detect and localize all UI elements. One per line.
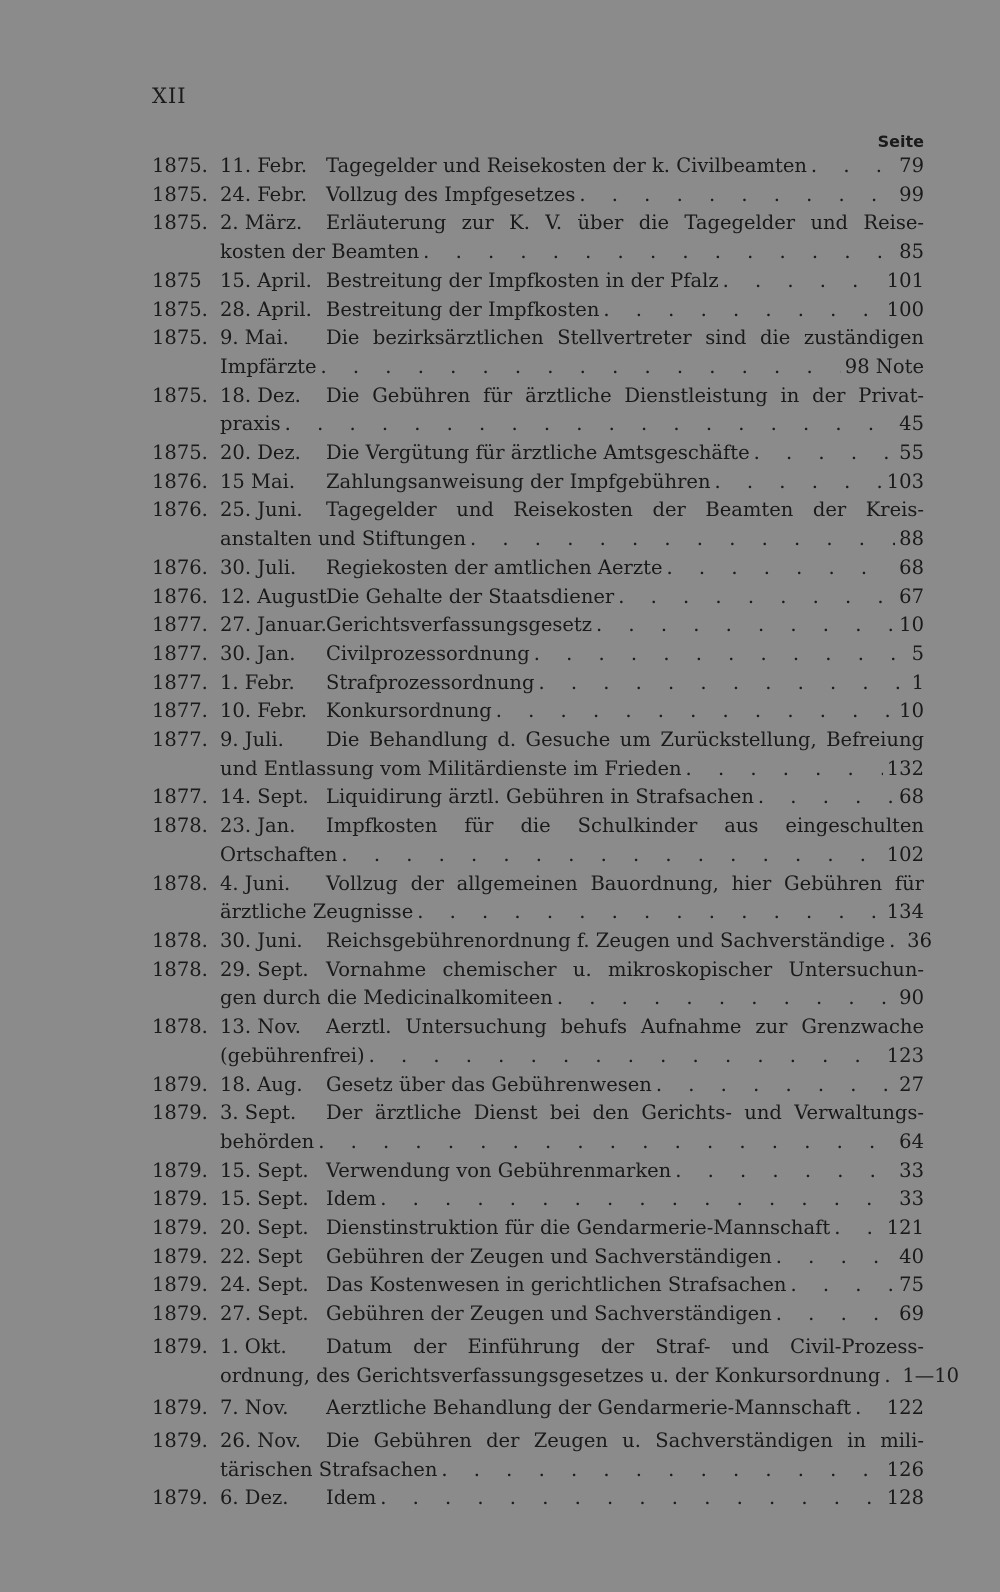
entry-date: 12. August. (220, 584, 333, 608)
dot-leader (880, 1362, 898, 1391)
dot-leader (719, 267, 883, 296)
dot-leader (413, 898, 883, 927)
entry-year: 1877. (152, 641, 208, 665)
entry-year: 1879. (152, 1187, 208, 1211)
entry-year: 1879. (152, 1158, 208, 1182)
entry-date: 23. Jan. (220, 814, 296, 838)
entry-date: 7. Nov. (220, 1396, 289, 1420)
entry-year: 1876. (152, 584, 208, 608)
dot-leader (592, 611, 895, 640)
entry-year: 1877. (152, 613, 208, 637)
entry-title-line: Die Behandlung d. Gesuche um Zurückstellung, Befreiung (326, 728, 924, 752)
entry-title-line: Tagegelder und Reisekosten der Beamten der Kreis- (326, 498, 924, 522)
entry-date: 6. Dez. (220, 1486, 289, 1510)
entry-title-line: Vollzug des Impfgesetzes (326, 182, 576, 206)
index-entry (152, 1427, 924, 1484)
entry-page-number: 1—10 (902, 1363, 960, 1387)
entry-year: 1877. (152, 785, 208, 809)
entry-page-number: 68 (899, 785, 924, 809)
entry-date: 27. Sept. (220, 1302, 309, 1326)
entry-year: 1878. (152, 957, 208, 981)
entry-title-line: ärztliche Zeugnisse (220, 900, 414, 924)
dot-leader (671, 1157, 895, 1186)
index-entry (152, 611, 924, 640)
entry-title-line: behörden (220, 1129, 315, 1153)
dot-leader (281, 410, 896, 439)
index-entry (152, 1013, 924, 1070)
entry-page-number: 45 (899, 412, 924, 436)
entry-title-line: Strafprozessordnung (326, 670, 535, 694)
index-entry (152, 726, 924, 783)
entry-year: 1879. (152, 1216, 208, 1240)
entry-year: 1877. (152, 728, 208, 752)
dot-leader (652, 1071, 895, 1100)
entry-date: 24. Sept. (220, 1273, 309, 1297)
entry-year: 1878. (152, 814, 208, 838)
entry-year: 1875. (152, 182, 208, 206)
entry-page-number: 85 (899, 240, 924, 264)
entry-date: 15. Sept. (220, 1158, 309, 1182)
dot-leader (711, 468, 883, 497)
entry-date: 15 Mai. (220, 469, 296, 493)
entry-title-line: Aerztliche Behandlung der Gendarmerie-Mannschaft (326, 1396, 852, 1420)
entry-title-line: Gebühren der Zeugen und Sachverständigen (326, 1244, 772, 1268)
entry-page-number: 79 (899, 154, 924, 177)
entry-year: 1877. (152, 699, 208, 723)
entry-title-line: Impfkosten für die Schulkinder aus eingeschulten (326, 814, 924, 838)
entry-page-number: 55 (899, 441, 924, 465)
index-entries (152, 152, 960, 1513)
entry-page-number: 40 (899, 1244, 924, 1268)
dot-leader (419, 238, 895, 267)
entry-year: 1879. (152, 1486, 208, 1510)
entry-page-number: 128 (886, 1486, 924, 1510)
dot-leader (337, 841, 882, 870)
dot-leader (376, 1185, 895, 1214)
entry-page-number: 33 (899, 1187, 924, 1211)
entry-date: 15. Sept. (220, 1187, 309, 1211)
entry-date: 30. Juni. (220, 928, 303, 952)
dot-leader (772, 1300, 895, 1329)
dot-leader (851, 1394, 883, 1423)
entry-page-number: 90 (899, 986, 924, 1010)
entry-title-line: Aerztl. Untersuchung behufs Aufnahme zur Grenzwache (326, 1015, 924, 1039)
entry-title-line: Vornahme chemischer u. mikroskopischer Untersuchun- (326, 957, 924, 981)
entry-date: 4. Juni. (220, 871, 291, 895)
index-entry (152, 1300, 924, 1329)
entry-title-line: praxis (220, 412, 281, 436)
entry-title-line: und Entlassung vom Militärdienste im Frieden (220, 756, 682, 780)
entry-year: 1876. (152, 555, 208, 579)
entry-page-number: 99 (899, 182, 924, 206)
entry-page-number: 1 (911, 670, 924, 694)
entry-year: 1879. (152, 1273, 208, 1297)
entry-page-number: 27 (899, 1072, 924, 1096)
entry-date: 26. Nov. (220, 1428, 301, 1452)
entry-page-number: 100 (886, 297, 924, 321)
entry-title-line: Verwendung von Gebührenmarken (326, 1158, 672, 1182)
entry-title-line: Gebühren der Zeugen und Sachverständigen (326, 1302, 772, 1326)
entry-year: 1879. (152, 1072, 208, 1096)
page-number: XII (152, 84, 187, 108)
entry-page-number: 69 (899, 1302, 924, 1326)
entry-page-number: 75 (899, 1273, 924, 1297)
entry-date: 1. Okt. (220, 1334, 287, 1358)
index-entry (152, 496, 924, 553)
entry-page-number: 126 (886, 1457, 924, 1481)
entry-title-line: Die Vergütung für ärztliche Amtsgeschäfte (326, 441, 750, 465)
entry-year: 1878. (152, 871, 208, 895)
entry-title-line: Vollzug der allgemeinen Bauordnung, hier Gebühren für (326, 871, 924, 895)
entry-page-number: 98 Note (844, 354, 924, 378)
entry-year: 1878. (152, 1015, 208, 1039)
index-entry (152, 669, 924, 698)
entry-date: 10. Febr. (220, 699, 308, 723)
entry-year: 1875. (152, 154, 208, 177)
entry-page-number: 122 (886, 1396, 924, 1420)
entry-year: 1876. (152, 469, 208, 493)
index-entry (152, 1333, 960, 1390)
entry-page-number: 103 (886, 469, 924, 493)
dot-leader (807, 152, 895, 181)
index-entry (152, 812, 924, 869)
entry-page-number: 5 (911, 641, 924, 665)
index-entry (152, 468, 924, 497)
entry-page-number: 102 (886, 842, 924, 866)
entry-title-line: Datum der Einführung der Straf- und Civil-Prozess- (326, 1334, 924, 1358)
entry-year: 1879. (152, 1396, 208, 1420)
entry-page-number: 10 (899, 613, 924, 637)
entry-date: 27. Januar. (220, 613, 327, 637)
dot-leader (437, 1456, 882, 1485)
index-entry (152, 927, 932, 956)
dot-leader (365, 1042, 883, 1071)
entry-date: 30. Jan. (220, 641, 296, 665)
entry-title-line: Die Gebühren für ärztliche Dienstleistung in der Privat- (326, 383, 924, 407)
entry-page-number: 134 (886, 900, 924, 924)
entry-year: 1879. (152, 1428, 208, 1452)
entry-year: 1879. (152, 1101, 208, 1125)
dot-leader (663, 554, 896, 583)
entry-title-line: Regiekosten der amtlichen Aerzte (326, 555, 663, 579)
index-entry (152, 783, 924, 812)
entry-year: 1876. (152, 498, 208, 522)
entry-page-number: 67 (899, 584, 924, 608)
entry-date: 20. Dez. (220, 441, 301, 465)
dot-leader (614, 583, 895, 612)
entry-year: 1875. (152, 297, 208, 321)
index-entry (152, 181, 924, 210)
index-entry (152, 554, 924, 583)
entry-title-line: Ortschaften (220, 842, 338, 866)
entry-year: 1875. (152, 441, 208, 465)
entry-title-line: Die Gehalte der Staatsdiener (326, 584, 615, 608)
entry-title-line: Idem (326, 1486, 377, 1510)
entry-date: 3. Sept. (220, 1101, 297, 1125)
dot-leader (750, 439, 896, 468)
entry-title-line: Liquidirung ärztl. Gebühren in Strafsachen (326, 785, 754, 809)
dot-leader (786, 1271, 895, 1300)
entry-year: 1879. (152, 1334, 208, 1358)
dot-leader (682, 755, 883, 784)
index-entry (152, 1214, 924, 1243)
entry-year: 1879. (152, 1244, 208, 1268)
entry-date: 11. Febr. (220, 154, 308, 177)
index-entry (152, 439, 924, 468)
index-entry (152, 324, 924, 381)
entry-title-line: kosten der Beamten (220, 240, 420, 264)
entry-date: 2. März. (220, 211, 303, 235)
dot-leader (599, 296, 882, 325)
index-entry (152, 640, 924, 669)
index-entry (152, 1071, 924, 1100)
index-entry (152, 296, 924, 325)
entry-year: 1877. (152, 670, 208, 694)
entry-title-line: Der ärztliche Dienst bei den Gerichts- und Verwaltungs- (326, 1101, 924, 1125)
index-entry (152, 583, 924, 612)
dot-leader (492, 697, 895, 726)
entry-date: 18. Dez. (220, 383, 301, 407)
dot-leader (530, 640, 908, 669)
entry-title-line: Das Kostenwesen in gerichtlichen Strafsachen (326, 1273, 787, 1297)
entry-title-line: Konkursordnung (326, 699, 492, 723)
entry-date: 24. Febr. (220, 182, 308, 206)
entry-year: 1878. (152, 928, 208, 952)
entry-date: 18. Aug. (220, 1072, 303, 1096)
entry-title-line: Bestreitung der Impfkosten in der Pfalz (326, 268, 719, 292)
entry-page-number: 121 (886, 1216, 924, 1240)
entry-title-line: Idem (326, 1187, 377, 1211)
entry-date: 29. Sept. (220, 957, 309, 981)
entry-title-line: anstalten und Stiftungen (220, 527, 467, 551)
entry-date: 13. Nov. (220, 1015, 301, 1039)
entry-page-number: 36 (907, 928, 932, 952)
dot-leader (575, 181, 895, 210)
entry-date: 9. Mai. (220, 326, 289, 350)
entry-title-line: Impfärzte (220, 354, 317, 378)
entry-title-line: gen durch die Medicinalkomiteen (220, 986, 553, 1010)
dot-leader (317, 353, 841, 382)
index-entry (152, 1271, 924, 1300)
entry-year: 1879. (152, 1302, 208, 1326)
dot-leader (534, 669, 907, 698)
entry-title-line: tärischen Strafsachen (220, 1457, 438, 1481)
index-entry (152, 1394, 924, 1423)
entry-page-number: 10 (899, 699, 924, 723)
entry-date: 25. Juni. (220, 498, 303, 522)
entry-title-line: Reichsgebührenordnung f. Zeugen und Sachverständige (326, 928, 886, 952)
entry-title-line: Die Gebühren der Zeugen u. Sachverständigen in mili- (326, 1428, 924, 1452)
entry-page-number: 33 (899, 1158, 924, 1182)
entry-date: 22. Sept (220, 1244, 303, 1268)
index-entry (152, 1484, 924, 1513)
dot-leader (466, 525, 895, 554)
entry-page-number: 123 (886, 1043, 924, 1067)
entry-page-number: 88 (899, 527, 924, 551)
index-entry (152, 956, 924, 1013)
index-entry (152, 382, 924, 439)
entry-date: 30. Juli. (220, 555, 297, 579)
entry-date: 28. April. (220, 297, 312, 321)
entry-title-line: Bestreitung der Impfkosten (326, 297, 600, 321)
index-entry (152, 1099, 924, 1156)
entry-year: 1875 (152, 268, 202, 292)
index-entry (152, 697, 924, 726)
dot-leader (885, 927, 903, 956)
dot-leader (376, 1484, 883, 1513)
entry-date: 15. April. (220, 268, 312, 292)
entry-date: 1. Febr. (220, 670, 295, 694)
entry-title-line: Gesetz über das Gebührenwesen (326, 1072, 652, 1096)
entry-year: 1875. (152, 211, 208, 235)
entry-title-line: Dienstinstruktion für die Gendarmerie-Mannschaft (326, 1216, 831, 1240)
entry-page-number: 101 (886, 268, 924, 292)
entry-title-line: Tagegelder und Reisekosten der k. Civilbeamten (326, 154, 807, 177)
index-entry (152, 152, 924, 181)
dot-leader (754, 783, 895, 812)
index-entry (152, 209, 924, 266)
entry-title-line: Zahlungsanweisung der Impfgebühren (326, 469, 711, 493)
entry-date: 20. Sept. (220, 1216, 309, 1240)
dot-leader (314, 1128, 895, 1157)
index-entry (152, 267, 924, 296)
index-entry (152, 1157, 924, 1186)
dot-leader (553, 984, 895, 1013)
entry-title-line: ordnung, des Gerichtsverfassungsgesetzes u. der Konkursordnung (220, 1363, 881, 1387)
entry-year: 1875. (152, 326, 208, 350)
entry-year: 1875. (152, 383, 208, 407)
entry-title-line: Civilprozessordnung (326, 641, 530, 665)
entry-title-line: Die bezirksärztlichen Stellvertreter sind die zuständigen (326, 326, 924, 350)
entry-title-line: (gebührenfrei) (220, 1043, 365, 1067)
entry-date: 14. Sept. (220, 785, 309, 809)
index-entry (152, 870, 924, 927)
entry-date: 9. Juli. (220, 728, 284, 752)
entry-page-number: 64 (899, 1129, 924, 1153)
entry-title-line: Gerichtsverfassungsgesetz (326, 613, 593, 637)
dot-leader (830, 1214, 883, 1243)
dot-leader (772, 1243, 895, 1272)
index-entry (152, 1243, 924, 1272)
index-entry (152, 1185, 924, 1214)
entry-page-number: 68 (899, 555, 924, 579)
page-column-heading: Seite (877, 132, 924, 151)
entry-page-number: 132 (886, 756, 924, 780)
entry-title-line: Erläuterung zur K. V. über die Tagegelder und Reise- (326, 211, 924, 235)
